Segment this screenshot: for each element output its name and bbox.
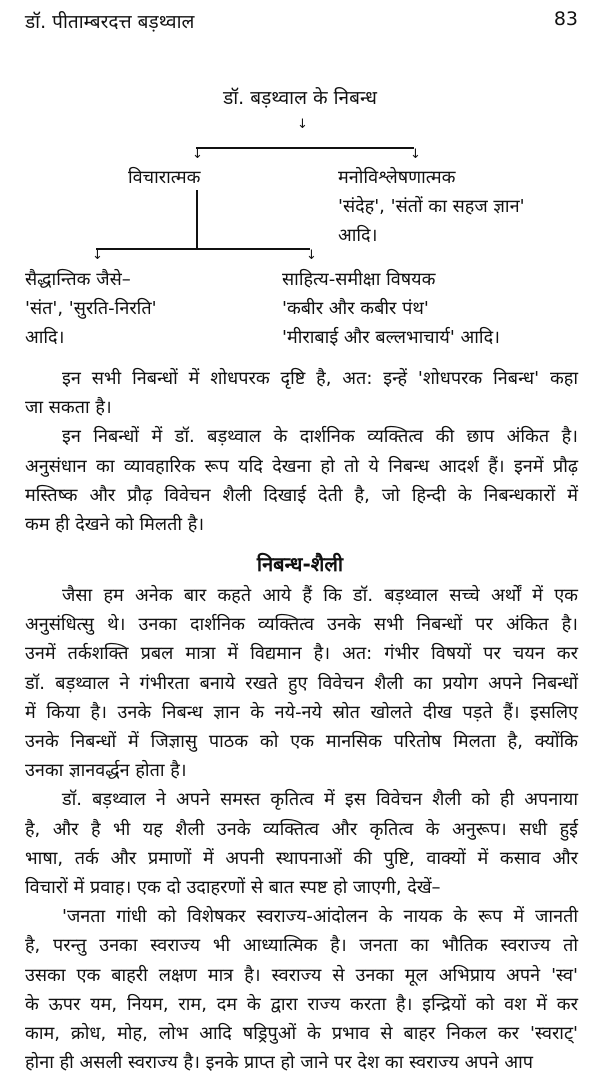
text-line: जैसा हम अनेक बार कहते आये हैं कि डॉ. बड़थ्वाल सच्चे अर्थों में एक xyxy=(62,585,578,606)
node-text: 'कबीर और कबीर पंथ' xyxy=(282,298,429,319)
branch-line xyxy=(196,190,198,248)
text-line: जा सकता है। xyxy=(25,397,112,419)
text-line: के ऊपर यम, नियम, राम, दम के द्वारा राज्य करता है। इन्द्रियों को वश में कर xyxy=(25,993,578,1015)
text-line: उसका एक बाहरी लक्षण मात्र है। स्वराज्य से उनका मूल अभिप्राय अपने 'स्व' xyxy=(25,964,578,986)
text-line: मस्तिष्क और प्रौढ़ विवेचन शैली दिखाई देती है, जो हिन्दी के निबन्धकारों में xyxy=(25,484,578,506)
branch-line xyxy=(96,248,310,250)
text-line: भाषा, तर्क और प्रमाणों में अपनी स्थापनाओं की पुष्टि, वाक्यों में कसाव और xyxy=(25,847,578,869)
down-arrow-icon: ↓ xyxy=(410,147,421,162)
node-text: आदि। xyxy=(25,327,65,348)
node-text: 'संदेह', 'संतों का सहज ज्ञान' xyxy=(338,196,525,217)
text-line: कम ही देखने को मिलती है। xyxy=(25,514,205,535)
text-line: उनका ज्ञानवर्द्धन होता है। xyxy=(25,760,187,782)
text-line: में किया है। उनके निबन्ध ज्ञान के नये-नये स्रोत खोलते दीख पड़ते हैं। इसलिए xyxy=(25,701,578,723)
text-line: काम, क्रोध, मोह, लोभ आदि षड्रिपुओं के प्रभाव से बाहर निकल कर 'स्वराट्' xyxy=(25,1023,578,1044)
text-line: इन निबन्धों में डॉ. बड़थ्वाल के दार्शनिक व्यक्तित्व की छाप अंकित है। xyxy=(62,426,578,448)
text-line: है, परन्तु उनका स्वराज्य भी आध्यात्मिक है। जनता का भौतिक स्वराज्य तो xyxy=(25,935,578,957)
text-line: है, और है भी यह शैली उनके व्यक्तित्व और कृतित्व के अनुरूप। सधी हुई xyxy=(25,818,578,840)
node-text: 'मीराबाई और बल्लभाचार्य' आदि। xyxy=(282,327,500,348)
node-saiddhantik: सैद्धान्तिक जैसे– xyxy=(25,269,131,290)
text-line: उनमें तर्कशक्ति प्रबल मात्रा में विद्यमान है। अत: गंभीर विषयों पर चयन कर xyxy=(25,643,578,665)
node-sahitya-samiksha: साहित्य-समीक्षा विषयक xyxy=(282,269,436,290)
text-line: इन सभी निबन्धों में शोधपरक दृष्टि है, अत: इन्हें 'शोधपरक निबन्ध' कहा xyxy=(62,368,578,389)
diagram-root: डॉ. बड़थ्वाल के निबन्ध xyxy=(223,87,377,109)
text-line: अनुसंधित्सु थे। उनका दार्शनिक व्यक्तित्व उनके सभी निबन्धों पर अंकित है। xyxy=(25,614,578,636)
text-line: डॉ. बड़थ्वाल ने गंभीरता बनाये रखते हुए विवेचन शैली का प्रयोग अपने निबन्धों xyxy=(25,672,578,694)
node-vicharatmak: विचारात्मक xyxy=(128,167,201,188)
branch-line xyxy=(196,147,414,149)
down-arrow-icon: ↓ xyxy=(297,117,308,132)
down-arrow-icon: ↓ xyxy=(92,248,103,263)
node-text: आदि। xyxy=(338,225,378,246)
text-line: विचारों में प्रवाह। एक दो उदाहरणों से बात स्पष्ट हो जाएगी, देखें– xyxy=(25,877,441,898)
text-line: डॉ. बड़थ्वाल ने अपने समस्त कृतित्व में इस विवेचन शैली को ही अपनाया xyxy=(62,789,578,811)
section-heading: निबन्ध-शैली xyxy=(256,552,344,576)
text-line: 'जनता गांधी को विशेषकर स्वराज्य-आंदोलन के नायक के रूप में जानती xyxy=(62,906,578,928)
page-number: 83 xyxy=(553,8,578,30)
node-text: 'संत', 'सुरति-निरति' xyxy=(25,298,157,319)
node-manovishleshanatmak: मनोविश्लेषणात्मक xyxy=(338,167,456,188)
text-line: होना ही असली स्वराज्य है। इनके प्राप्त हो जाने पर देश का स्वराज्य अपने आप xyxy=(25,1052,533,1074)
down-arrow-icon: ↓ xyxy=(306,248,317,263)
text-line: अनुसंधान का व्यावहारिक रूप यदि देखना हो तो ये निबन्ध आदर्श हैं। इनमें प्रौढ़ xyxy=(25,455,578,477)
text-line: उनके निबन्धों में जिज्ञासु पाठक को एक मानसिक परितोष मिलता है, क्योंकि xyxy=(25,731,578,752)
down-arrow-icon: ↓ xyxy=(192,147,203,162)
running-title: डॉ. पीताम्बरदत्त बड़थ्वाल xyxy=(25,11,195,33)
